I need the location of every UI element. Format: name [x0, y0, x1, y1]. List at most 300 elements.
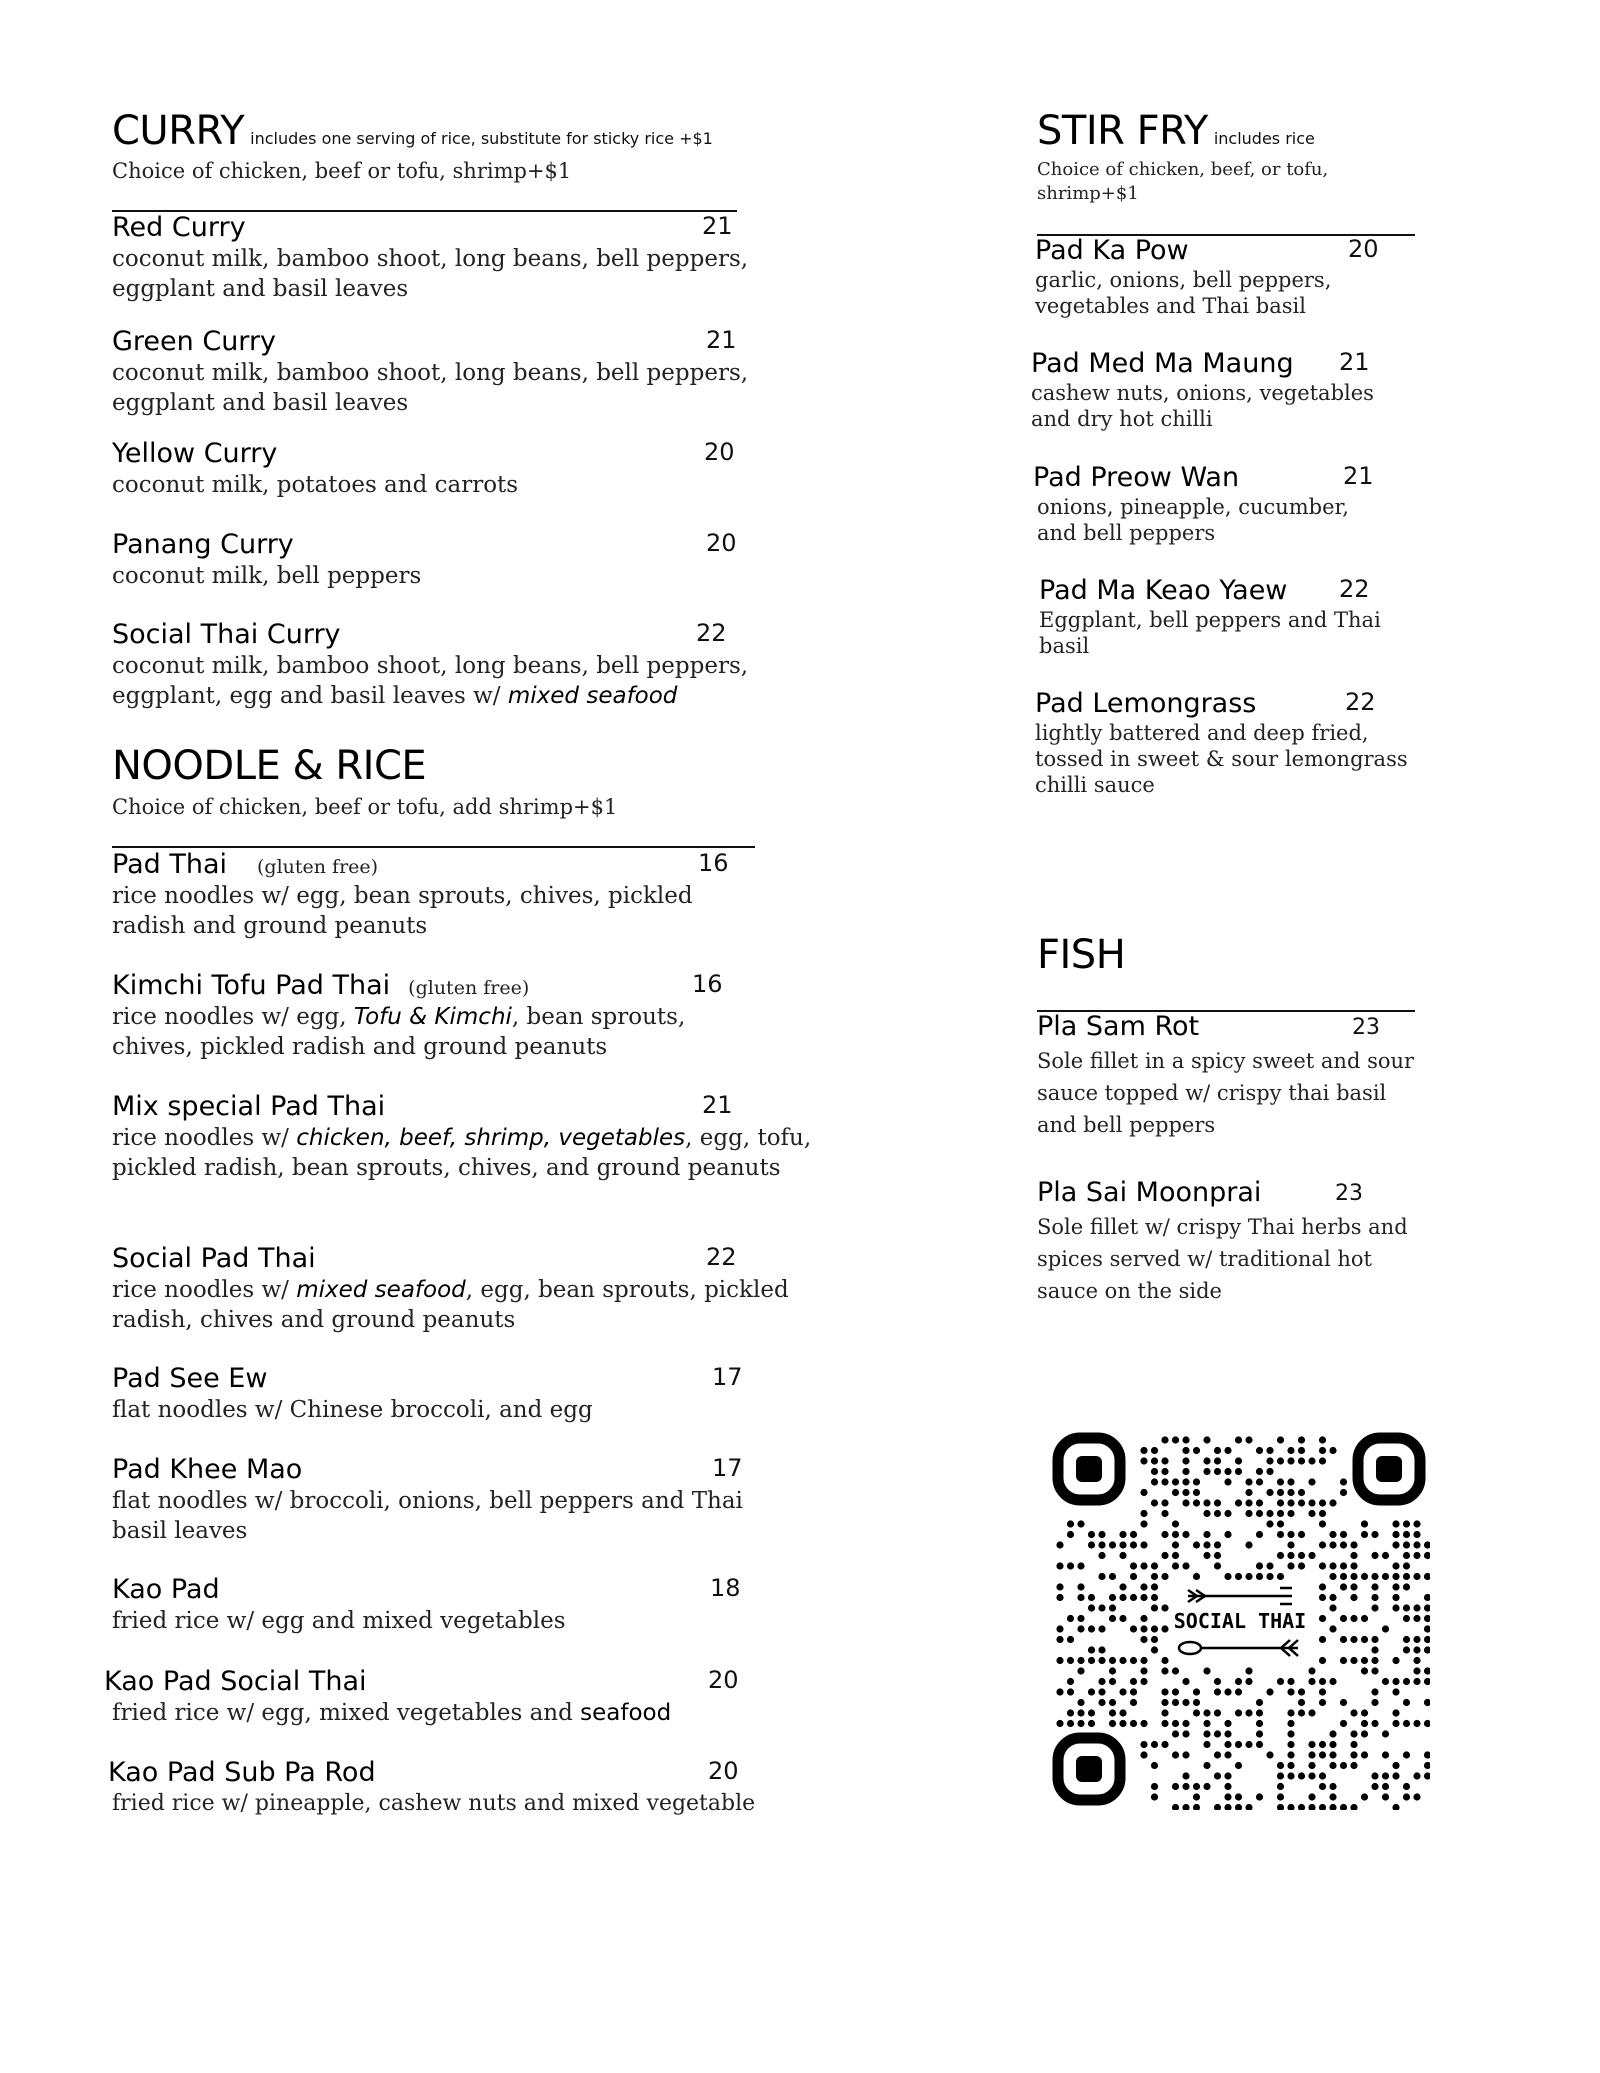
- qr-module: [1361, 1657, 1368, 1664]
- qr-module: [1371, 1720, 1378, 1727]
- qr-module: [1119, 1552, 1126, 1559]
- qr-module: [1361, 1520, 1368, 1527]
- qr-module: [1109, 1594, 1116, 1601]
- qr-module: [1350, 1583, 1357, 1590]
- qr-module: [1245, 1478, 1252, 1485]
- qr-module: [1119, 1583, 1126, 1590]
- curry-subtitle: Choice of chicken, beef or tofu, shrimp+$1: [112, 159, 572, 183]
- qr-module: [1098, 1688, 1105, 1695]
- qr-module: [1245, 1678, 1252, 1685]
- qr-module: [1151, 1625, 1158, 1632]
- curry-heading: [112, 108, 713, 154]
- qr-module: [1382, 1772, 1389, 1779]
- qr-module: [1403, 1615, 1410, 1622]
- qr-module: [1329, 1783, 1336, 1790]
- item-description: Eggplant, bell peppers and Thai basil: [1039, 608, 1381, 658]
- qr-module: [1287, 1447, 1294, 1454]
- qr-module: [1319, 1636, 1326, 1643]
- qr-module: [1203, 1720, 1210, 1727]
- qr-module: [1161, 1478, 1168, 1485]
- qr-module: [1277, 1499, 1284, 1506]
- qr-module: [1088, 1720, 1095, 1727]
- qr-module: [1287, 1489, 1294, 1496]
- qr-module: [1067, 1657, 1074, 1664]
- item-price: 23: [1352, 1015, 1380, 1040]
- qr-module: [1172, 1478, 1179, 1485]
- item-price: 17: [712, 1454, 743, 1482]
- qr-module: [1077, 1699, 1084, 1706]
- qr-module: [1056, 1657, 1063, 1664]
- qr-module: [1424, 1772, 1430, 1779]
- qr-module: [1172, 1688, 1179, 1695]
- fish-title: FISH: [1037, 932, 1126, 978]
- qr-module: [1182, 1478, 1189, 1485]
- item-name: Pad Ka Pow: [1035, 235, 1189, 266]
- qr-module: [1308, 1741, 1315, 1748]
- qr-module: [1287, 1804, 1294, 1810]
- menu-item-yellow-curry: [112, 438, 812, 500]
- qr-module: [1319, 1583, 1326, 1590]
- qr-module: [1371, 1594, 1378, 1601]
- qr-module: [1151, 1447, 1158, 1454]
- item-price: 20: [708, 1757, 739, 1785]
- qr-module: [1298, 1531, 1305, 1538]
- qr-module: [1298, 1804, 1305, 1810]
- qr-module: [1256, 1720, 1263, 1727]
- qr-module: [1214, 1447, 1221, 1454]
- qr-module: [1140, 1751, 1147, 1758]
- qr-module: [1077, 1720, 1084, 1727]
- qr-module: [1245, 1709, 1252, 1716]
- qr-module: [1224, 1783, 1231, 1790]
- qr-module: [1235, 1709, 1242, 1716]
- qr-module: [1392, 1772, 1399, 1779]
- qr-module: [1424, 1541, 1430, 1548]
- qr-module: [1350, 1552, 1357, 1559]
- qr-module: [1287, 1510, 1294, 1517]
- qr-module: [1308, 1478, 1315, 1485]
- qr-module: [1382, 1552, 1389, 1559]
- qr-module: [1277, 1520, 1284, 1527]
- qr-module: [1193, 1699, 1200, 1706]
- item-name: Pad Lemongrass: [1035, 688, 1257, 719]
- qr-module: [1350, 1741, 1357, 1748]
- qr-module: [1214, 1457, 1221, 1464]
- qr-module: [1119, 1541, 1126, 1548]
- desc-text: fried rice w/ egg, mixed vegetables and: [112, 1700, 581, 1726]
- qr-module: [1130, 1541, 1137, 1548]
- stirfry-title: STIR FRY: [1037, 108, 1208, 154]
- qr-module: [1319, 1657, 1326, 1664]
- qr-module: [1224, 1447, 1231, 1454]
- item-name-text: Kimchi Tofu Pad Thai: [112, 970, 391, 1001]
- qr-module: [1319, 1562, 1326, 1569]
- qr-module: [1424, 1625, 1430, 1632]
- qr-module: [1277, 1478, 1284, 1485]
- qr-module: [1392, 1804, 1399, 1810]
- qr-module: [1392, 1678, 1399, 1685]
- item-price: 16: [692, 970, 723, 998]
- item-price: 20: [706, 529, 737, 557]
- qr-module: [1203, 1531, 1210, 1538]
- qr-module: [1361, 1531, 1368, 1538]
- qr-module: [1287, 1457, 1294, 1464]
- qr-module: [1203, 1667, 1210, 1674]
- qr-module: [1298, 1457, 1305, 1464]
- menu-item-pad-thai: [112, 849, 812, 941]
- qr-module: [1340, 1615, 1347, 1622]
- noodle-title: NOODLE & RICE: [112, 743, 427, 789]
- qr-module: [1298, 1562, 1305, 1569]
- qr-module: [1392, 1573, 1399, 1580]
- qr-module: [1413, 1646, 1420, 1653]
- qr-module: [1298, 1552, 1305, 1559]
- qr-module: [1224, 1468, 1231, 1475]
- qr-module: [1277, 1436, 1284, 1443]
- qr-module: [1161, 1625, 1168, 1632]
- item-name: Social Pad Thai: [112, 1243, 316, 1274]
- qr-module: [1329, 1762, 1336, 1769]
- qr-module: [1329, 1751, 1336, 1758]
- qr-module: [1256, 1478, 1263, 1485]
- qr-module: [1319, 1688, 1326, 1695]
- qr-module: [1109, 1678, 1116, 1685]
- qr-module: [1308, 1793, 1315, 1800]
- qr-module: [1371, 1636, 1378, 1643]
- qr-module: [1424, 1762, 1430, 1769]
- qr-module: [1235, 1436, 1242, 1443]
- item-price: 20: [1348, 235, 1379, 263]
- qr-module: [1088, 1646, 1095, 1653]
- qr-module: [1172, 1804, 1179, 1810]
- item-description: coconut milk, potatoes and carrots: [112, 472, 519, 498]
- qr-module: [1182, 1489, 1189, 1496]
- qr-module: [1109, 1720, 1116, 1727]
- menu-item-social-thai-curry: [112, 619, 832, 711]
- qr-module: [1172, 1531, 1179, 1538]
- menu-item-pad-med-ma-maung: [1031, 348, 1431, 432]
- qr-module: [1340, 1699, 1347, 1706]
- qr-module: [1067, 1562, 1074, 1569]
- qr-module: [1214, 1562, 1221, 1569]
- item-price: 22: [706, 1243, 737, 1271]
- qr-module: [1119, 1657, 1126, 1664]
- menu-item-kimchi-tofu-pad-thai: [112, 970, 812, 1062]
- qr-module: [1151, 1783, 1158, 1790]
- qr-module: [1172, 1667, 1179, 1674]
- qr-module: [1109, 1615, 1116, 1622]
- qr-module: [1098, 1552, 1105, 1559]
- qr-module: [1424, 1615, 1430, 1622]
- qr-module: [1130, 1688, 1137, 1695]
- qr-module: [1403, 1678, 1410, 1685]
- qr-module: [1371, 1783, 1378, 1790]
- item-name: Red Curry: [112, 212, 246, 243]
- qr-module: [1182, 1447, 1189, 1454]
- qr-code-icon[interactable]: [1050, 1430, 1430, 1810]
- qr-module: [1203, 1762, 1210, 1769]
- qr-module: [1350, 1541, 1357, 1548]
- qr-module: [1224, 1573, 1231, 1580]
- qr-module: [1413, 1520, 1420, 1527]
- qr-module: [1403, 1720, 1410, 1727]
- qr-module: [1182, 1531, 1189, 1538]
- qr-module: [1319, 1783, 1326, 1790]
- qr-module: [1403, 1699, 1410, 1706]
- qr-module: [1193, 1499, 1200, 1506]
- menu-item-mix-special-pad-thai: [112, 1091, 832, 1183]
- qr-module: [1329, 1499, 1336, 1506]
- qr-module: [1413, 1678, 1420, 1685]
- qr-module: [1151, 1499, 1158, 1506]
- qr-module: [1182, 1772, 1189, 1779]
- qr-module: [1140, 1510, 1147, 1517]
- qr-module: [1424, 1678, 1430, 1685]
- qr-module: [1350, 1636, 1357, 1643]
- qr-module: [1161, 1552, 1168, 1559]
- qr-module: [1382, 1573, 1389, 1580]
- item-price: 16: [698, 849, 729, 877]
- qr-module: [1340, 1804, 1347, 1810]
- menu-item-pad-see-ew: [112, 1363, 812, 1425]
- qr-module: [1361, 1573, 1368, 1580]
- qr-module: [1235, 1762, 1242, 1769]
- qr-module: [1329, 1678, 1336, 1685]
- qr-module: [1161, 1499, 1168, 1506]
- menu-item-pad-ma-keao-yaew: [1039, 575, 1439, 659]
- qr-module: [1403, 1793, 1410, 1800]
- qr-module: [1056, 1541, 1063, 1548]
- item-description: flat noodles w/ Chinese broccoli, and egg: [112, 1397, 593, 1423]
- fish-heading: [1037, 932, 1125, 978]
- qr-module: [1371, 1657, 1378, 1664]
- qr-module: [1077, 1615, 1084, 1622]
- qr-module: [1319, 1804, 1326, 1810]
- qr-module: [1077, 1583, 1084, 1590]
- qr-module: [1329, 1604, 1336, 1611]
- item-name: [112, 970, 529, 1001]
- qr-module: [1224, 1730, 1231, 1737]
- qr-module: [1193, 1447, 1200, 1454]
- item-name: Pad Ma Keao Yaew: [1039, 575, 1288, 606]
- qr-module: [1350, 1709, 1357, 1716]
- qr-module: [1056, 1625, 1063, 1632]
- qr-module: [1224, 1720, 1231, 1727]
- qr-module: [1361, 1720, 1368, 1727]
- qr-module: [1287, 1741, 1294, 1748]
- item-description: [112, 651, 822, 711]
- qr-module: [1140, 1678, 1147, 1685]
- qr-module: [1319, 1499, 1326, 1506]
- menu-item-pla-sam-rot: [1037, 1011, 1437, 1141]
- qr-module: [1098, 1541, 1105, 1548]
- qr-module: [1214, 1688, 1221, 1695]
- qr-module: [1298, 1772, 1305, 1779]
- qr-module: [1403, 1636, 1410, 1643]
- qr-module: [1151, 1573, 1158, 1580]
- qr-module: [1214, 1678, 1221, 1685]
- qr-module: [1172, 1436, 1179, 1443]
- menu-item-pad-lemongrass: [1035, 688, 1435, 798]
- qr-module: [1214, 1541, 1221, 1548]
- qr-module: [1088, 1594, 1095, 1601]
- qr-module: [1140, 1562, 1147, 1569]
- item-description: coconut milk, bell peppers: [112, 563, 422, 589]
- qr-module: [1151, 1762, 1158, 1769]
- qr-module: [1130, 1531, 1137, 1538]
- qr-module: [1193, 1793, 1200, 1800]
- qr-module: [1109, 1541, 1116, 1548]
- qr-module: [1424, 1646, 1430, 1653]
- qr-module: [1382, 1730, 1389, 1737]
- qr-module: [1256, 1562, 1263, 1569]
- qr-module: [1256, 1468, 1263, 1475]
- stirfry-note: includes rice: [1213, 129, 1315, 148]
- qr-module: [1424, 1667, 1430, 1674]
- qr-module: [1340, 1583, 1347, 1590]
- qr-module: [1140, 1625, 1147, 1632]
- item-name: Kao Pad Social Thai: [104, 1666, 367, 1697]
- qr-module: [1245, 1436, 1252, 1443]
- qr-module: [1403, 1646, 1410, 1653]
- qr-module: [1193, 1489, 1200, 1496]
- qr-module: [1298, 1699, 1305, 1706]
- qr-module: [1182, 1783, 1189, 1790]
- qr-module: [1172, 1552, 1179, 1559]
- qr-module: [1109, 1573, 1116, 1580]
- qr-module: [1067, 1720, 1074, 1727]
- qr-module: [1151, 1468, 1158, 1475]
- item-price: 23: [1335, 1181, 1363, 1206]
- qr-module: [1172, 1562, 1179, 1569]
- qr-module: [1392, 1594, 1399, 1601]
- qr-module: [1161, 1531, 1168, 1538]
- qr-module: [1119, 1709, 1126, 1716]
- qr-module: [1392, 1562, 1399, 1569]
- qr-module: [1371, 1646, 1378, 1653]
- menu-item-kao-pad-sub-pa-rod: [108, 1757, 828, 1819]
- qr-module: [1424, 1699, 1430, 1706]
- qr-module: [1067, 1531, 1074, 1538]
- noodle-heading: [112, 743, 426, 789]
- qr-module: [1214, 1552, 1221, 1559]
- qr-module: [1277, 1678, 1284, 1685]
- desc-text: , egg, tofu, pickled radish, bean sprouts, chives, and ground peanuts: [112, 1125, 812, 1181]
- qr-module: [1329, 1594, 1336, 1601]
- qr-module: [1329, 1730, 1336, 1737]
- qr-module: [1340, 1541, 1347, 1548]
- qr-module: [1329, 1793, 1336, 1800]
- desc-text: , bean sprouts, chives, pickled radish and ground peanuts: [112, 1004, 686, 1060]
- qr-module: [1413, 1615, 1420, 1622]
- qr-module: [1193, 1478, 1200, 1485]
- qr-module: [1182, 1720, 1189, 1727]
- item-price: 22: [696, 619, 727, 647]
- qr-module: [1151, 1793, 1158, 1800]
- qr-module: [1088, 1688, 1095, 1695]
- qr-module: [1371, 1699, 1378, 1706]
- qr-module: [1350, 1804, 1357, 1810]
- qr-module: [1413, 1793, 1420, 1800]
- qr-module: [1140, 1489, 1147, 1496]
- desc-emphasis: Tofu & Kimchi: [353, 1004, 512, 1030]
- gluten-free-tag: (gluten free): [257, 856, 379, 878]
- qr-module: [1287, 1541, 1294, 1548]
- qr-module: [1224, 1751, 1231, 1758]
- qr-module: [1088, 1709, 1095, 1716]
- menu-item-red-curry: [112, 212, 812, 304]
- qr-module: [1214, 1510, 1221, 1517]
- qr-module: [1256, 1699, 1263, 1706]
- qr-module: [1172, 1520, 1179, 1527]
- noodle-divider: [112, 846, 755, 848]
- item-name: Pla Sam Rot: [1037, 1011, 1200, 1042]
- qr-module: [1203, 1730, 1210, 1737]
- qr-module: [1088, 1657, 1095, 1664]
- item-description: fried rice w/ pineapple, cashew nuts and mixed vegetable: [112, 1791, 756, 1816]
- qr-module: [1203, 1468, 1210, 1475]
- qr-module: [1077, 1625, 1084, 1632]
- qr-module: [1256, 1741, 1263, 1748]
- qr-module: [1203, 1741, 1210, 1748]
- qr-module: [1214, 1804, 1221, 1810]
- qr-module: [1130, 1573, 1137, 1580]
- qr-module: [1287, 1499, 1294, 1506]
- qr-module: [1067, 1709, 1074, 1716]
- qr-module: [1077, 1594, 1084, 1601]
- qr-module: [1266, 1457, 1273, 1464]
- item-name: Pad Khee Mao: [112, 1454, 303, 1485]
- item-price: 21: [702, 1091, 733, 1119]
- qr-module: [1067, 1678, 1074, 1685]
- qr-module: [1056, 1720, 1063, 1727]
- qr-module: [1308, 1510, 1315, 1517]
- qr-module: [1298, 1489, 1305, 1496]
- qr-module: [1161, 1657, 1168, 1664]
- menu-item-kao-pad-social-thai: [104, 1666, 824, 1728]
- item-price: 21: [1343, 462, 1374, 490]
- qr-module: [1266, 1510, 1273, 1517]
- qr-module: [1413, 1636, 1420, 1643]
- qr-module: [1340, 1478, 1347, 1485]
- qr-module: [1235, 1499, 1242, 1506]
- item-description: cashew nuts, onions, vegetables and dry hot chilli: [1031, 381, 1374, 431]
- qr-module: [1235, 1573, 1242, 1580]
- qr-module: [1392, 1709, 1399, 1716]
- qr-module: [1119, 1688, 1126, 1695]
- qr-module: [1361, 1667, 1368, 1674]
- qr-module: [1329, 1541, 1336, 1548]
- qr-module: [1098, 1531, 1105, 1538]
- qr-module: [1151, 1604, 1158, 1611]
- qr-module: [1329, 1573, 1336, 1580]
- qr-module: [1098, 1573, 1105, 1580]
- qr-module: [1350, 1562, 1357, 1569]
- qr-module: [1403, 1604, 1410, 1611]
- qr-module: [1088, 1625, 1095, 1632]
- qr-module: [1403, 1573, 1410, 1580]
- qr-module: [1056, 1636, 1063, 1643]
- qr-module: [1182, 1751, 1189, 1758]
- qr-module: [1277, 1762, 1284, 1769]
- item-description: coconut milk, bamboo shoot, long beans, bell peppers, eggplant and basil leaves: [112, 360, 749, 416]
- qr-module: [1140, 1615, 1147, 1622]
- item-name: Pad Preow Wan: [1033, 462, 1240, 493]
- qr-module: [1350, 1657, 1357, 1664]
- qr-module: [1245, 1573, 1252, 1580]
- item-name-text: Pad Thai: [112, 849, 227, 880]
- qr-module: [1287, 1688, 1294, 1695]
